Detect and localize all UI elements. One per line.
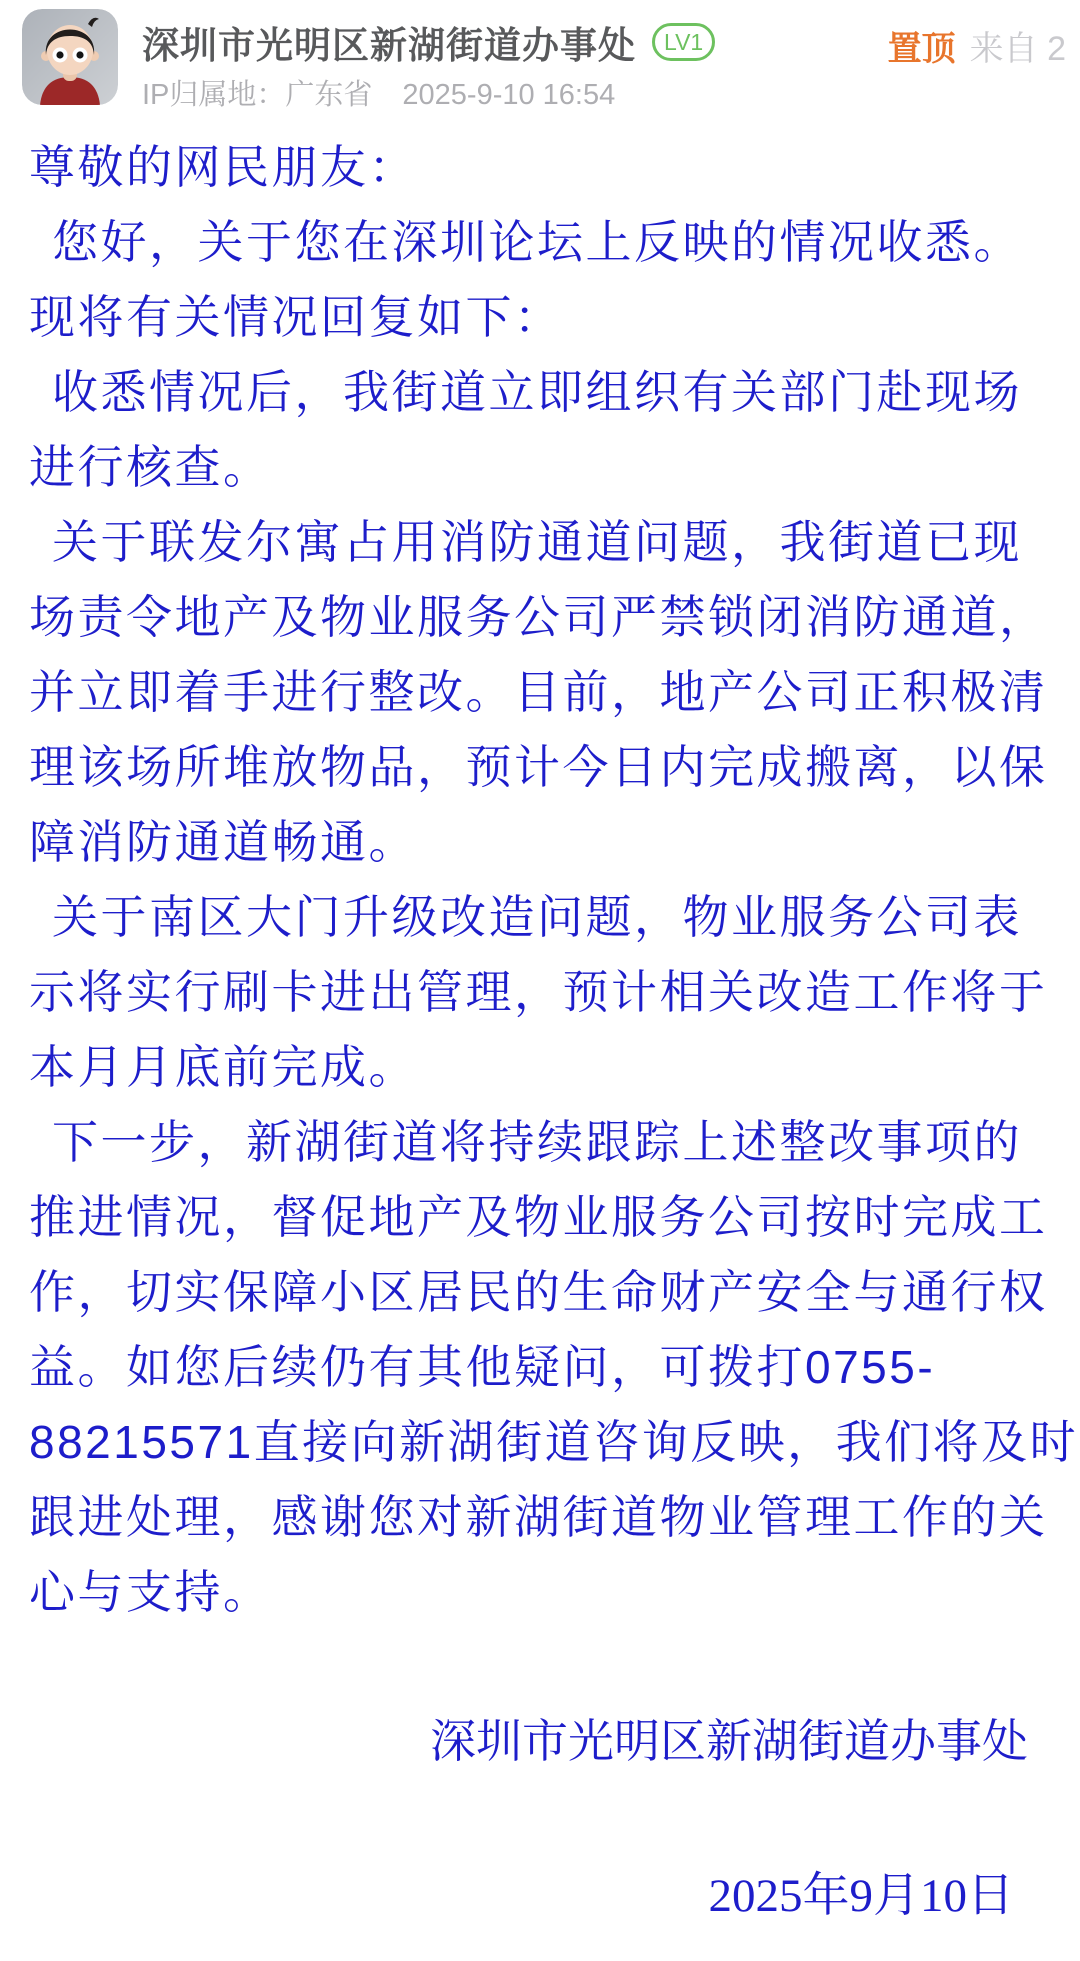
- level-badge: LV1: [652, 23, 715, 61]
- post-text-line: 88215571直接向新湖街道咨询反映，我们将及时: [29, 1416, 1079, 1468]
- signature: 深圳市光明区新湖街道办事处: [430, 1715, 1028, 1767]
- post-meta: [142, 72, 1080, 113]
- post-text-line: 场责令地产及物业服务公司严禁锁闭消防通道，: [29, 591, 1048, 643]
- post-text-line: 现将有关情况回复如下：: [29, 291, 563, 343]
- ip-location-label: IP归属地：广东省: [142, 79, 373, 111]
- post-text-line: 本月月底前完成。: [29, 1041, 417, 1093]
- pinned-badge: 置顶: [887, 30, 956, 68]
- post-text-line: 作，切实保障小区居民的生命财产安全与通行权: [29, 1266, 1048, 1318]
- post-text-line: 关于南区大门升级改造问题，物业服务公司表: [52, 891, 1022, 943]
- post-text-line: 您好，关于您在深圳论坛上反映的情况收悉。: [52, 216, 1022, 268]
- post-text-line: 理该场所堆放物品，预计今日内完成搬离，以保: [29, 741, 1048, 793]
- reply-date: 2025年9月10日: [708, 1870, 1014, 1922]
- post-text-line: 障消防通道畅通。: [29, 816, 417, 868]
- post-header: [0, 0, 1080, 111]
- post-text-line: 推进情况，督促地产及物业服务公司按时完成工: [29, 1191, 1048, 1243]
- boy-avatar-icon: [22, 9, 118, 105]
- reply-body: [0, 130, 1080, 1934]
- post-text-line: 并立即着手进行整改。目前，地产公司正积极清: [29, 666, 1048, 718]
- post-text-line: 关于联发尔寓占用消防通道问题，我街道已现: [52, 516, 1022, 568]
- header-right: [888, 21, 1066, 70]
- post-text-line: 跟进处理，感谢您对新湖街道物业管理工作的关: [29, 1491, 1048, 1543]
- post-text-line: 益。如您后续仍有其他疑问，可拨打0755-: [29, 1341, 936, 1393]
- from-floor-label: 来自 2: [969, 30, 1066, 68]
- post-text-line: 收悉情况后，我街道立即组织有关部门赴现场: [52, 366, 1022, 418]
- post-text-line: 心与支持。: [29, 1566, 272, 1618]
- username[interactable]: 深圳市光明区新湖街道办事处: [142, 25, 636, 66]
- post-text-line: 下一步，新湖街道将持续跟踪上述整改事项的: [52, 1116, 1022, 1168]
- post-text-line: 进行核查。: [29, 441, 272, 493]
- user-avatar[interactable]: [22, 9, 118, 105]
- post-text-line: 示将实行刷卡进出管理，预计相关改造工作将于: [29, 966, 1048, 1018]
- post-timestamp: 2025-9-10 16:54: [402, 79, 616, 111]
- post-text-line: 尊敬的网民朋友：: [29, 141, 417, 193]
